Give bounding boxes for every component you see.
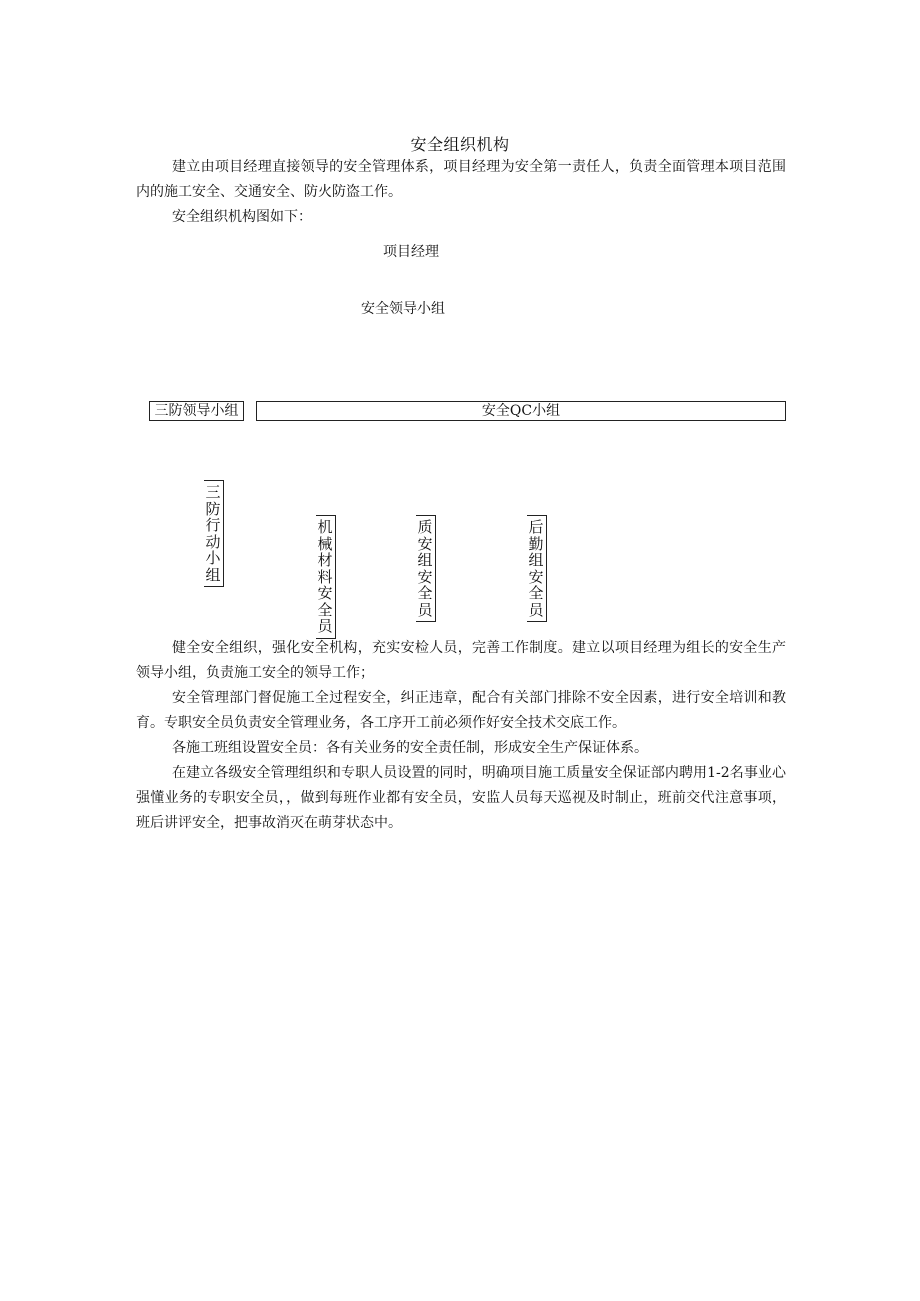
- org-leaf-logistics-safety-officer: 后 勤 组 安 全 员: [527, 515, 547, 622]
- chart-caption: 安全组织机构图如下：: [172, 209, 312, 225]
- org-leaf-machinery-materials-safety-officer: 机 械 材 料 安 全 员: [316, 515, 336, 639]
- intro-paragraph: 建立由项目经理直接领导的安全管理体系，项目经理为安全第一责任人，负责全面管理本项目范围内的施工安全、交通安全、防火防盗工作。: [136, 159, 786, 200]
- org-node-project-manager: 项目经理: [383, 244, 439, 260]
- org-node-safety-qc-group: 安全QC小组: [256, 401, 786, 421]
- org-node-safety-leadership-group: 安全领导小组: [361, 301, 445, 317]
- body-paragraph: 健全安全组织，强化安全机构，充实安检人员，完善工作制度。建立以项目经理为组长的安全生产领导小组，负责施工安全的领导工作；: [136, 640, 786, 681]
- body-paragraph: 在建立各级安全管理组织和专职人员设置的同时，明确项目施工质量安全保证部内聘用1-2名事业心强懂业务的专职安全员，，做到每班作业都有安全员，安监人员每天巡视及时制止，班前交代注意事项，班后讲评安全，把事故消灭在萌芽状态中。: [136, 765, 786, 831]
- body-paragraph: 各施工班组设置安全员：各有关业务的安全责任制，形成安全生产保证体系。: [172, 740, 648, 756]
- body-paragraph: 安全管理部门督促施工全过程安全，纠正违章，配合有关部门排除不安全因素，进行安全培训和教育。专职安全员负责安全管理业务，各工序开工前必须作好安全技术交底工作。: [136, 690, 786, 731]
- page-title: 安全组织机构: [410, 135, 510, 154]
- org-leaf-three-prevention-action-group: 三 防 行 动 小 组: [204, 480, 224, 587]
- org-node-three-prevention-group: 三防领导小组: [149, 401, 244, 421]
- org-leaf-quality-safety-officer: 质 安 组 安 全 员: [416, 515, 436, 622]
- body-text: [136, 636, 786, 836]
